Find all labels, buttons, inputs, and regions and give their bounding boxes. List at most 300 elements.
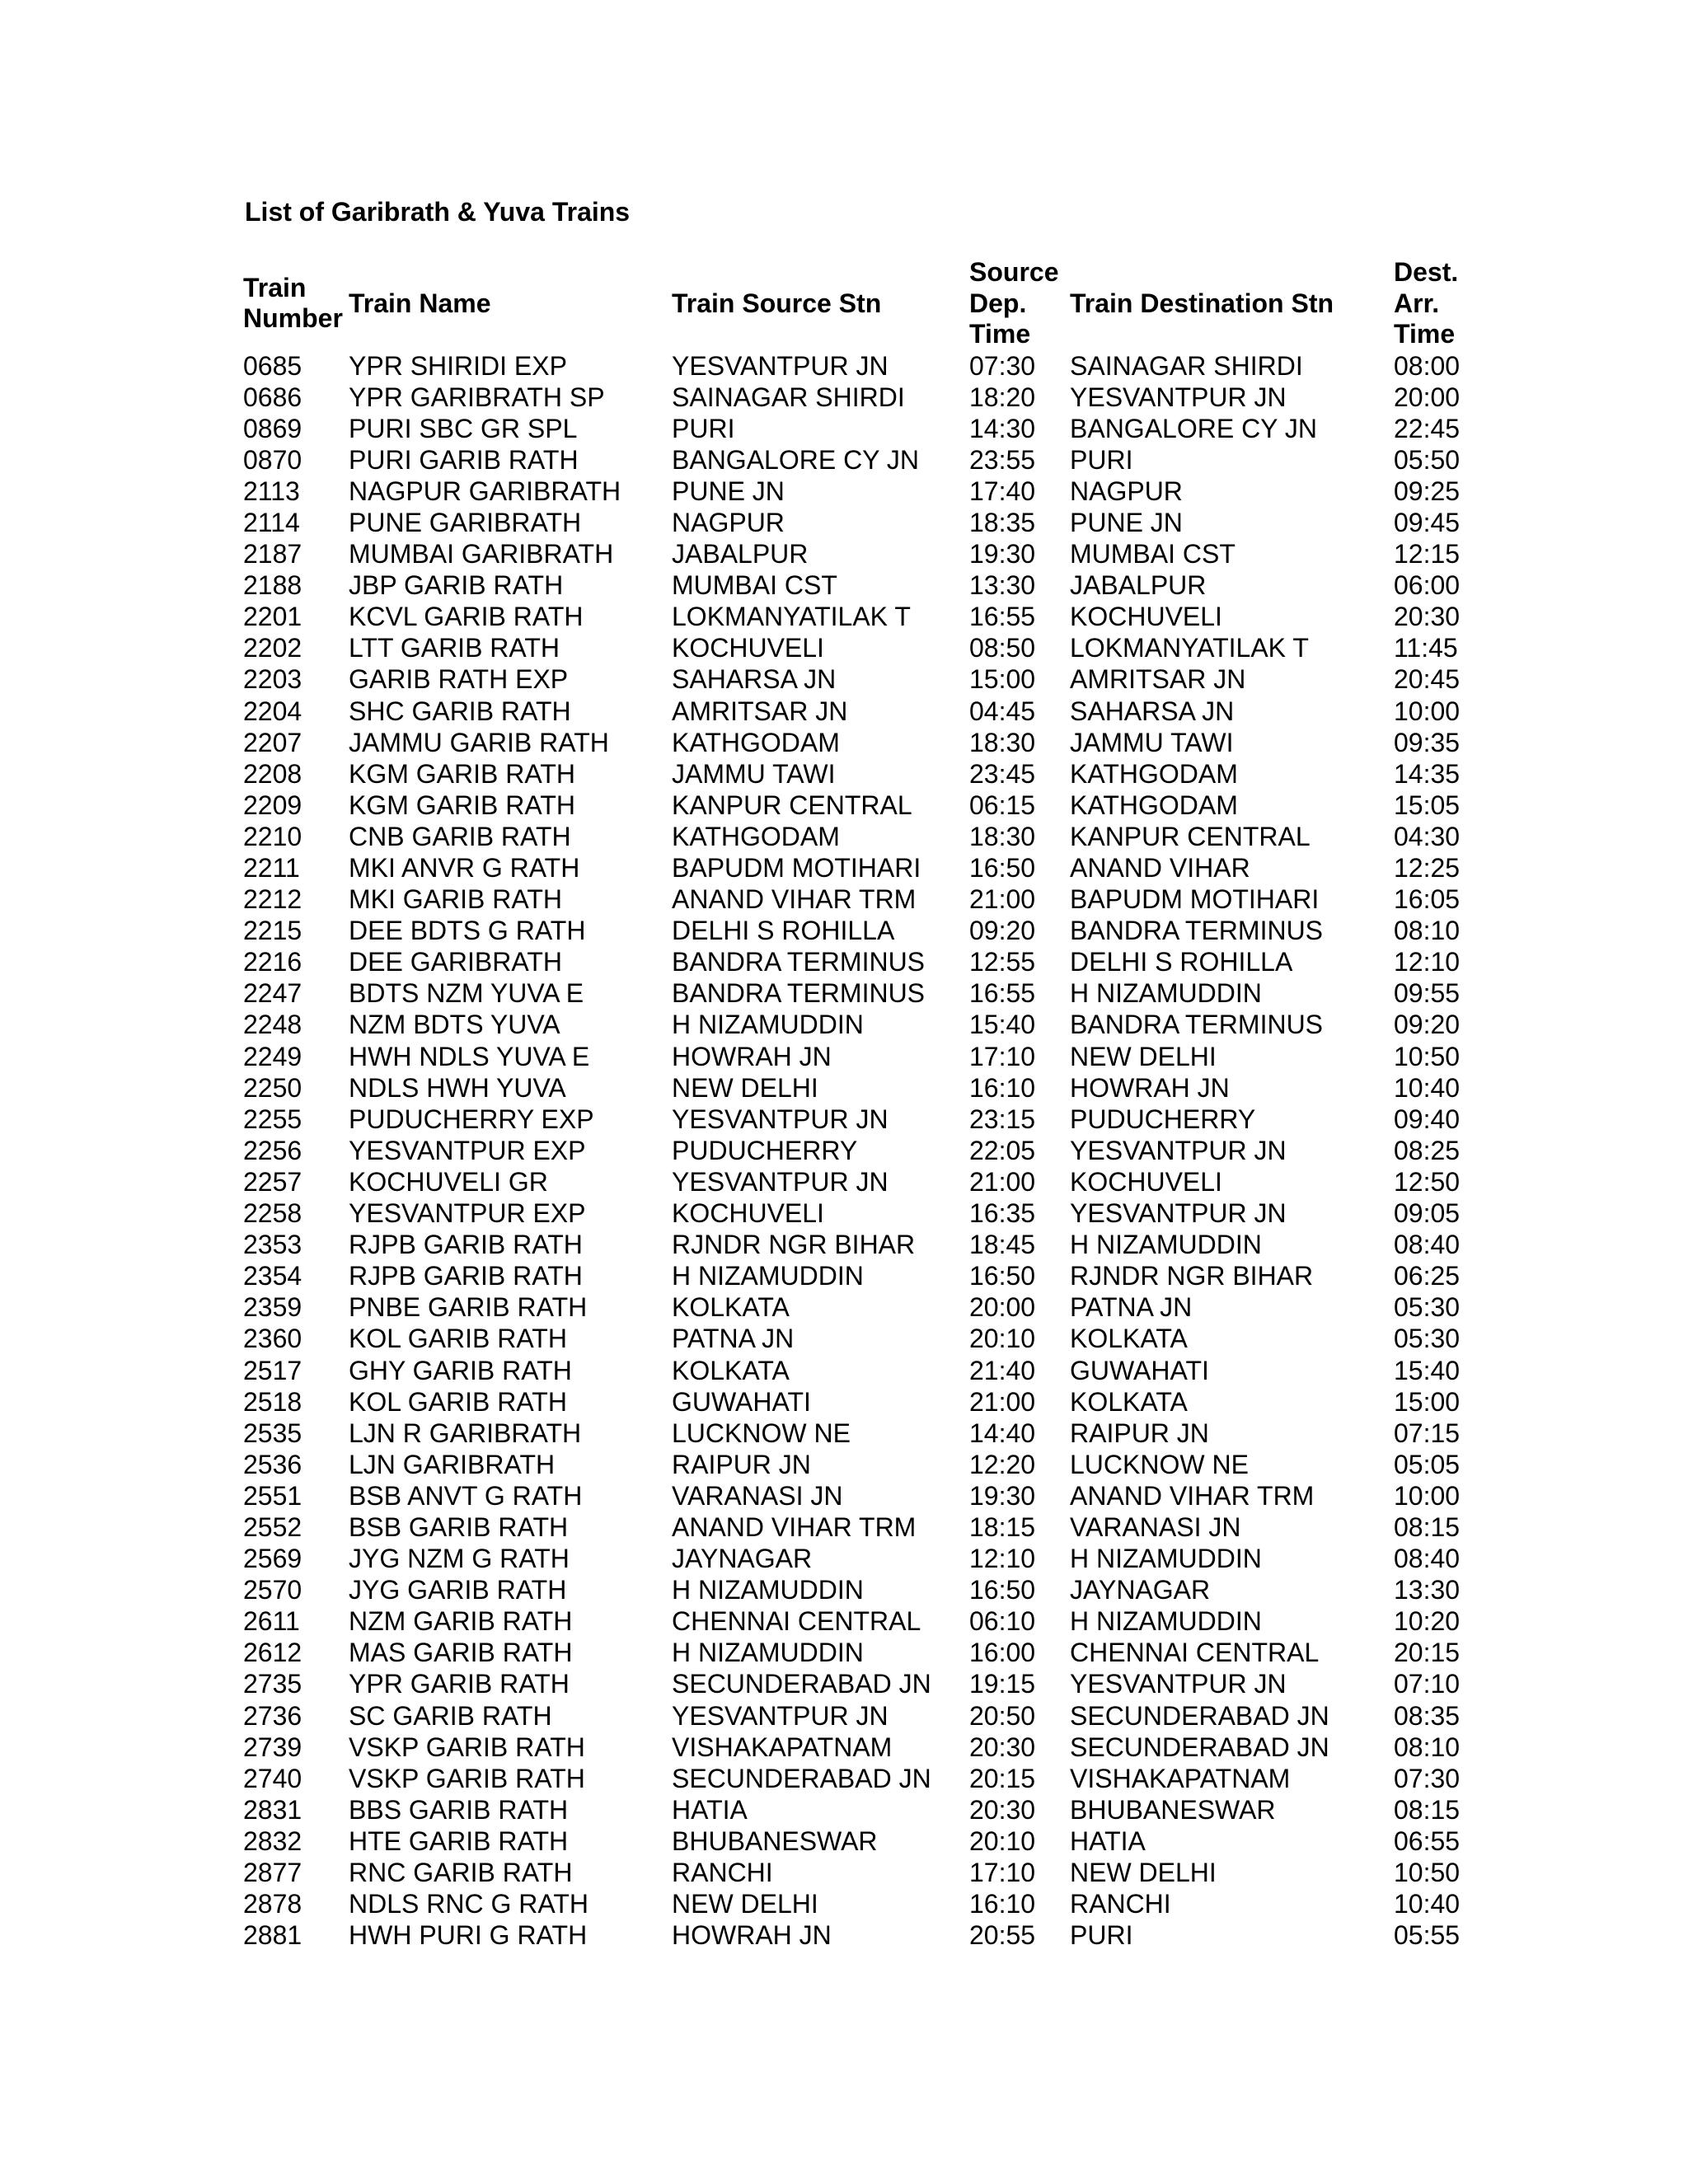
cell-source-stn: KOLKATA	[672, 1292, 790, 1323]
cell-train-number: 2536	[243, 1449, 302, 1479]
cell-destination-stn: KOLKATA	[1070, 1324, 1188, 1354]
cell-destination-stn: HATIA	[1070, 1825, 1146, 1856]
cell-dest-arr-time: 09:20	[1394, 1010, 1461, 1040]
header-dest-arr-time	[1394, 257, 1488, 350]
cell-train-number: 2250	[243, 1072, 302, 1103]
cell-train-name: BDTS NZM YUVA E	[349, 978, 584, 1009]
cell-dest-arr-time: 15:00	[1394, 1386, 1461, 1417]
header-source-dep-time	[969, 257, 1070, 350]
cell-train-number: 2570	[243, 1575, 302, 1605]
cell-train-number: 2256	[243, 1135, 302, 1165]
cell-destination-stn: RANCHI	[1070, 1889, 1171, 1919]
table-row	[243, 727, 1488, 758]
table-row	[243, 1543, 1488, 1574]
cell-train-number: 2247	[243, 978, 302, 1009]
cell-dest-arr-time: 08:40	[1394, 1230, 1461, 1260]
cell-source-stn: HOWRAH JN	[672, 1041, 832, 1071]
cell-train-name: MKI ANVR G RATH	[349, 853, 580, 883]
cell-dest-arr-time: 07:10	[1394, 1669, 1461, 1699]
cell-source-dep-time: 16:50	[969, 1575, 1036, 1605]
cell-dest-arr-time: 06:25	[1394, 1261, 1461, 1291]
cell-source-dep-time: 16:10	[969, 1889, 1036, 1919]
cell-dest-arr-time: 20:15	[1394, 1638, 1461, 1668]
cell-destination-stn: KANPUR CENTRAL	[1070, 821, 1311, 851]
cell-train-name: HWH NDLS YUVA E	[349, 1041, 590, 1071]
table-row	[243, 1763, 1488, 1794]
cell-train-name: YPR GARIBRATH SP	[349, 382, 605, 412]
cell-dest-arr-time: 09:05	[1394, 1198, 1461, 1229]
cell-source-stn: BANDRA TERMINUS	[672, 947, 926, 977]
cell-source-stn: SECUNDERABAD JN	[672, 1763, 931, 1793]
cell-destination-stn: RJNDR NGR BIHAR	[1070, 1261, 1314, 1291]
header-train-number	[243, 257, 349, 350]
cell-source-stn: PUNE JN	[672, 476, 785, 506]
cell-train-name: PURI GARIB RATH	[349, 444, 579, 475]
cell-train-number: 2114	[243, 507, 300, 537]
cell-source-stn: GUWAHATI	[672, 1386, 811, 1417]
table-row	[243, 632, 1488, 663]
cell-train-name: NAGPUR GARIBRATH	[349, 476, 621, 506]
table-row	[243, 1323, 1488, 1354]
cell-train-number: 2204	[243, 696, 302, 726]
cell-train-name: MAS GARIB RATH	[349, 1638, 573, 1668]
cell-train-number: 0869	[243, 413, 302, 443]
cell-destination-stn: HOWRAH JN	[1070, 1072, 1230, 1103]
cell-destination-stn: CHENNAI CENTRAL	[1070, 1638, 1320, 1668]
cell-dest-arr-time: 16:05	[1394, 884, 1461, 915]
cell-train-number: 2212	[243, 884, 302, 915]
cell-source-dep-time: 20:10	[969, 1825, 1036, 1856]
cell-source-dep-time: 21:00	[969, 1386, 1036, 1417]
cell-train-number: 2257	[243, 1166, 302, 1197]
cell-dest-arr-time: 10:50	[1394, 1858, 1461, 1887]
cell-train-number: 2201	[243, 602, 302, 632]
cell-train-number: 2535	[243, 1418, 302, 1448]
cell-train-name: KOL GARIB RATH	[349, 1386, 567, 1417]
cell-source-stn: YESVANTPUR JN	[672, 1166, 889, 1197]
cell-train-number: 2612	[243, 1638, 302, 1668]
cell-train-name: GHY GARIB RATH	[349, 1355, 572, 1385]
cell-train-number: 2255	[243, 1104, 302, 1134]
cell-dest-arr-time: 10:40	[1394, 1072, 1461, 1103]
cell-source-stn: PUDUCHERRY	[672, 1135, 858, 1165]
cell-train-number: 2518	[243, 1386, 302, 1417]
cell-dest-arr-time: 07:15	[1394, 1418, 1461, 1448]
cell-train-name: RJPB GARIB RATH	[349, 1261, 583, 1291]
cell-source-dep-time: 14:40	[969, 1418, 1036, 1448]
cell-train-name: DEE BDTS G RATH	[349, 916, 586, 946]
cell-source-dep-time: 06:10	[969, 1606, 1036, 1637]
table-row	[243, 1637, 1488, 1668]
table-row	[243, 852, 1488, 883]
cell-destination-stn: NAGPUR	[1070, 476, 1183, 506]
table-row	[243, 1605, 1488, 1637]
cell-dest-arr-time: 05:30	[1394, 1292, 1461, 1323]
cell-train-number: 2831	[243, 1794, 302, 1825]
cell-source-dep-time: 18:45	[969, 1230, 1036, 1260]
cell-source-dep-time: 06:15	[969, 790, 1036, 820]
table-row	[243, 1857, 1488, 1888]
cell-train-number: 2354	[243, 1261, 302, 1291]
cell-dest-arr-time: 12:25	[1394, 853, 1461, 883]
cell-source-dep-time: 20:30	[969, 1732, 1036, 1762]
cell-train-number: 2208	[243, 758, 302, 789]
cell-source-stn: NAGPUR	[672, 507, 785, 537]
cell-source-dep-time: 16:10	[969, 1072, 1036, 1103]
cell-destination-stn: YESVANTPUR JN	[1070, 1135, 1287, 1165]
table-row	[243, 1355, 1488, 1386]
cell-source-stn: NEW DELHI	[672, 1072, 818, 1103]
cell-destination-stn: PUNE JN	[1070, 507, 1183, 537]
table-row	[243, 507, 1488, 538]
cell-train-name: MKI GARIB RATH	[349, 884, 562, 915]
header-source-stn: Train Source Stn	[672, 288, 882, 318]
table-row	[243, 1072, 1488, 1104]
trains-table	[243, 257, 1488, 1951]
cell-dest-arr-time: 13:30	[1394, 1575, 1461, 1605]
cell-source-dep-time: 22:05	[969, 1135, 1036, 1165]
cell-train-name: KGM GARIB RATH	[349, 758, 575, 789]
header-line: Number	[243, 303, 343, 334]
table-row	[243, 977, 1488, 1009]
cell-source-stn: YESVANTPUR JN	[672, 1104, 889, 1134]
cell-dest-arr-time: 12:15	[1394, 539, 1461, 569]
table-row	[243, 1668, 1488, 1699]
cell-destination-stn: YESVANTPUR JN	[1070, 1669, 1287, 1699]
page-title: List of Garibrath & Yuva Trains	[245, 197, 631, 227]
cell-train-name: YESVANTPUR EXP	[349, 1198, 586, 1229]
cell-source-dep-time: 17:10	[969, 1041, 1036, 1071]
cell-source-dep-time: 23:55	[969, 444, 1036, 475]
header-line: Arr.	[1394, 288, 1440, 318]
cell-train-name: LJN R GARIBRATH	[349, 1418, 582, 1448]
cell-train-name: RNC GARIB RATH	[349, 1858, 573, 1887]
cell-dest-arr-time: 09:55	[1394, 978, 1461, 1009]
table-row	[243, 1480, 1488, 1511]
cell-dest-arr-time: 10:50	[1394, 1041, 1461, 1071]
table-row	[243, 444, 1488, 476]
cell-destination-stn: AMRITSAR JN	[1070, 664, 1246, 695]
table-row	[243, 1825, 1488, 1857]
cell-dest-arr-time: 05:55	[1394, 1920, 1461, 1951]
cell-source-stn: KATHGODAM	[672, 727, 840, 757]
cell-dest-arr-time: 14:35	[1394, 758, 1461, 789]
cell-train-number: 2359	[243, 1292, 302, 1323]
cell-source-dep-time: 09:20	[969, 916, 1036, 946]
table-body	[243, 350, 1488, 1952]
cell-dest-arr-time: 09:25	[1394, 476, 1461, 506]
cell-source-dep-time: 17:40	[969, 476, 1036, 506]
cell-destination-stn: LUCKNOW NE	[1070, 1449, 1249, 1479]
cell-source-dep-time: 19:30	[969, 539, 1036, 569]
cell-dest-arr-time: 06:55	[1394, 1825, 1461, 1856]
cell-source-dep-time: 20:15	[969, 1763, 1036, 1793]
cell-source-dep-time: 20:30	[969, 1794, 1036, 1825]
cell-source-stn: RANCHI	[672, 1858, 773, 1887]
cell-train-name: KCVL GARIB RATH	[349, 602, 584, 632]
table-row	[243, 1166, 1488, 1197]
table-row	[243, 1197, 1488, 1229]
cell-train-name: KGM GARIB RATH	[349, 790, 575, 820]
cell-destination-stn: H NIZAMUDDIN	[1070, 978, 1262, 1009]
cell-train-number: 2113	[243, 476, 300, 506]
cell-train-number: 2735	[243, 1669, 302, 1699]
cell-destination-stn: JAMMU TAWI	[1070, 727, 1234, 757]
cell-source-stn: BANGALORE CY JN	[672, 444, 919, 475]
cell-dest-arr-time: 08:15	[1394, 1511, 1461, 1542]
table-row	[243, 1888, 1488, 1919]
cell-source-stn: LUCKNOW NE	[672, 1418, 851, 1448]
cell-train-number: 2736	[243, 1700, 302, 1731]
cell-source-dep-time: 18:30	[969, 821, 1036, 851]
cell-source-dep-time: 16:55	[969, 978, 1036, 1009]
cell-dest-arr-time: 08:00	[1394, 350, 1461, 381]
table-header-row	[243, 257, 1488, 350]
cell-source-stn: NEW DELHI	[672, 1889, 818, 1919]
cell-source-stn: BAPUDM MOTIHARI	[672, 853, 921, 883]
cell-dest-arr-time: 10:00	[1394, 696, 1461, 726]
cell-source-dep-time: 12:10	[969, 1544, 1036, 1574]
cell-source-stn: H NIZAMUDDIN	[672, 1575, 864, 1605]
table-row	[243, 382, 1488, 413]
cell-train-number: 2611	[243, 1606, 300, 1637]
cell-destination-stn: H NIZAMUDDIN	[1070, 1544, 1262, 1574]
cell-train-name: MUMBAI GARIBRATH	[349, 539, 614, 569]
cell-source-stn: HOWRAH JN	[672, 1920, 832, 1951]
cell-source-stn: KOCHUVELI	[672, 1198, 824, 1229]
cell-dest-arr-time: 06:00	[1394, 570, 1461, 601]
cell-destination-stn: SAHARSA JN	[1070, 696, 1235, 726]
cell-train-name: KOL GARIB RATH	[349, 1324, 567, 1354]
table-row	[243, 1104, 1488, 1135]
table-row	[243, 350, 1488, 382]
cell-train-name: YPR GARIB RATH	[349, 1669, 570, 1699]
cell-source-stn: ANAND VIHAR TRM	[672, 1511, 917, 1542]
cell-destination-stn: PURI	[1070, 1920, 1133, 1951]
cell-destination-stn: BAPUDM MOTIHARI	[1070, 884, 1320, 915]
cell-source-stn: BHUBANESWAR	[672, 1825, 878, 1856]
cell-train-name: PUDUCHERRY EXP	[349, 1104, 594, 1134]
cell-dest-arr-time: 08:25	[1394, 1135, 1461, 1165]
cell-destination-stn: PURI	[1070, 444, 1133, 475]
cell-dest-arr-time: 12:50	[1394, 1166, 1461, 1197]
table-row	[243, 696, 1488, 727]
table-row	[243, 1041, 1488, 1072]
cell-source-stn: SECUNDERABAD JN	[672, 1669, 931, 1699]
cell-destination-stn: SAINAGAR SHIRDI	[1070, 350, 1303, 381]
cell-train-name: DEE GARIBRATH	[349, 947, 562, 977]
cell-train-number: 2203	[243, 664, 302, 695]
cell-dest-arr-time: 08:10	[1394, 1732, 1461, 1762]
cell-dest-arr-time: 20:30	[1394, 602, 1461, 632]
cell-dest-arr-time: 05:50	[1394, 444, 1461, 475]
cell-source-dep-time: 18:15	[969, 1511, 1036, 1542]
cell-source-dep-time: 23:15	[969, 1104, 1036, 1134]
cell-source-stn: H NIZAMUDDIN	[672, 1638, 864, 1668]
cell-source-stn: SAHARSA JN	[672, 664, 837, 695]
cell-train-name: JYG GARIB RATH	[349, 1575, 567, 1605]
table-row	[243, 1919, 1488, 1951]
cell-train-number: 2215	[243, 916, 302, 946]
table-row	[243, 663, 1488, 695]
cell-destination-stn: KOCHUVELI	[1070, 1166, 1222, 1197]
cell-train-number: 2353	[243, 1230, 302, 1260]
cell-source-stn: VARANASI JN	[672, 1480, 843, 1511]
cell-source-stn: YESVANTPUR JN	[672, 1700, 889, 1731]
cell-train-number: 2210	[243, 821, 302, 851]
cell-train-name: LJN GARIBRATH	[349, 1449, 556, 1479]
cell-destination-stn: BANGALORE CY JN	[1070, 413, 1317, 443]
cell-train-number: 2740	[243, 1763, 302, 1793]
cell-train-name: HWH PURI G RATH	[349, 1920, 588, 1951]
cell-train-name: BBS GARIB RATH	[349, 1794, 569, 1825]
cell-destination-stn: YESVANTPUR JN	[1070, 1198, 1287, 1229]
cell-source-dep-time: 19:30	[969, 1480, 1036, 1511]
table-row	[243, 1260, 1488, 1291]
cell-train-name: PURI SBC GR SPL	[349, 413, 578, 443]
cell-source-stn: HATIA	[672, 1794, 748, 1825]
cell-destination-stn: ANAND VIHAR	[1070, 853, 1250, 883]
table-row	[243, 1794, 1488, 1825]
cell-source-stn: KOCHUVELI	[672, 633, 824, 663]
cell-destination-stn: GUWAHATI	[1070, 1355, 1209, 1385]
cell-source-dep-time: 16:55	[969, 602, 1036, 632]
cell-train-name: VSKP GARIB RATH	[349, 1763, 585, 1793]
cell-dest-arr-time: 08:15	[1394, 1794, 1461, 1825]
table-row	[243, 790, 1488, 821]
cell-destination-stn: BANDRA TERMINUS	[1070, 1010, 1324, 1040]
cell-dest-arr-time: 20:45	[1394, 664, 1461, 695]
cell-train-number: 2248	[243, 1010, 302, 1040]
cell-source-stn: DELHI S ROHILLA	[672, 916, 895, 946]
cell-source-stn: H NIZAMUDDIN	[672, 1010, 864, 1040]
cell-source-stn: CHENNAI CENTRAL	[672, 1606, 921, 1637]
cell-source-stn: PURI	[672, 413, 735, 443]
table-row	[243, 1229, 1488, 1260]
cell-train-name: JAMMU GARIB RATH	[349, 727, 609, 757]
table-row	[243, 538, 1488, 569]
cell-source-dep-time: 20:00	[969, 1292, 1036, 1323]
cell-train-number: 2360	[243, 1324, 302, 1354]
cell-train-name: NDLS RNC G RATH	[349, 1889, 588, 1919]
table-row	[243, 569, 1488, 601]
cell-source-stn: YESVANTPUR JN	[672, 350, 889, 381]
cell-dest-arr-time: 09:35	[1394, 727, 1461, 757]
cell-dest-arr-time: 15:05	[1394, 790, 1461, 820]
cell-train-name: SHC GARIB RATH	[349, 696, 571, 726]
header-line: Dep.	[969, 288, 1027, 318]
header-line: Time	[1394, 319, 1456, 349]
cell-source-stn: JABALPUR	[672, 539, 809, 569]
cell-train-name: PNBE GARIB RATH	[349, 1292, 588, 1323]
cell-dest-arr-time: 12:10	[1394, 947, 1461, 977]
cell-source-dep-time: 21:40	[969, 1355, 1036, 1385]
cell-source-stn: KATHGODAM	[672, 821, 840, 851]
cell-train-number: 0870	[243, 444, 302, 475]
cell-train-name: SC GARIB RATH	[349, 1700, 552, 1731]
cell-train-number: 2209	[243, 790, 302, 820]
cell-train-number: 2569	[243, 1544, 302, 1574]
table-row	[243, 601, 1488, 632]
cell-source-stn: PATNA JN	[672, 1324, 795, 1354]
cell-source-dep-time: 15:40	[969, 1010, 1036, 1040]
table-row	[243, 1291, 1488, 1323]
cell-source-stn: RJNDR NGR BIHAR	[672, 1230, 916, 1260]
cell-destination-stn: ANAND VIHAR TRM	[1070, 1480, 1315, 1511]
cell-source-dep-time: 20:10	[969, 1324, 1036, 1354]
table-row	[243, 476, 1488, 507]
cell-destination-stn: LOKMANYATILAK T	[1070, 633, 1309, 663]
cell-train-name: NDLS HWH YUVA	[349, 1072, 566, 1103]
cell-destination-stn: JABALPUR	[1070, 570, 1207, 601]
cell-source-dep-time: 15:00	[969, 664, 1036, 695]
cell-train-name: BSB ANVT G RATH	[349, 1480, 583, 1511]
table-row	[243, 1700, 1488, 1732]
cell-source-dep-time: 16:35	[969, 1198, 1036, 1229]
cell-train-number: 2517	[243, 1355, 302, 1385]
cell-destination-stn: KOLKATA	[1070, 1386, 1188, 1417]
cell-source-stn: SAINAGAR SHIRDI	[672, 382, 905, 412]
cell-destination-stn: KOCHUVELI	[1070, 602, 1222, 632]
table-row	[243, 821, 1488, 852]
cell-source-dep-time: 14:30	[969, 413, 1036, 443]
cell-train-number: 0685	[243, 350, 302, 381]
cell-train-name: BSB GARIB RATH	[349, 1511, 569, 1542]
table-row	[243, 1574, 1488, 1605]
cell-train-name: VSKP GARIB RATH	[349, 1732, 585, 1762]
table-row	[243, 758, 1488, 790]
cell-train-number: 2211	[243, 853, 300, 883]
table-row	[243, 883, 1488, 915]
cell-dest-arr-time: 08:10	[1394, 916, 1461, 946]
cell-train-name: RJPB GARIB RATH	[349, 1230, 583, 1260]
cell-destination-stn: H NIZAMUDDIN	[1070, 1606, 1262, 1637]
cell-train-number: 2878	[243, 1889, 302, 1919]
table-row	[243, 1135, 1488, 1166]
cell-train-number: 2877	[243, 1858, 302, 1887]
cell-source-dep-time: 17:10	[969, 1858, 1036, 1887]
cell-train-number: 2881	[243, 1920, 302, 1951]
cell-source-dep-time: 08:50	[969, 633, 1036, 663]
cell-destination-stn: MUMBAI CST	[1070, 539, 1236, 569]
cell-source-stn: MUMBAI CST	[672, 570, 837, 601]
cell-source-stn: VISHAKAPATNAM	[672, 1732, 893, 1762]
cell-destination-stn: BANDRA TERMINUS	[1070, 916, 1324, 946]
cell-source-dep-time: 21:00	[969, 1166, 1036, 1197]
cell-destination-stn: YESVANTPUR JN	[1070, 382, 1287, 412]
cell-destination-stn: BHUBANESWAR	[1070, 1794, 1276, 1825]
cell-train-name: GARIB RATH EXP	[349, 664, 569, 695]
cell-destination-stn: NEW DELHI	[1070, 1858, 1217, 1887]
cell-dest-arr-time: 09:45	[1394, 507, 1461, 537]
cell-train-number: 2551	[243, 1480, 302, 1511]
cell-source-stn: LOKMANYATILAK T	[672, 602, 911, 632]
cell-train-name: JBP GARIB RATH	[349, 570, 564, 601]
header-destination-stn: Train Destination Stn	[1070, 288, 1334, 318]
cell-train-name: HTE GARIB RATH	[349, 1825, 569, 1856]
cell-train-name: YESVANTPUR EXP	[349, 1135, 586, 1165]
cell-source-dep-time: 13:30	[969, 570, 1036, 601]
cell-source-stn: JAMMU TAWI	[672, 758, 836, 789]
cell-destination-stn: VISHAKAPATNAM	[1070, 1763, 1291, 1793]
header-line: Dest.	[1394, 257, 1459, 287]
table-row	[243, 1511, 1488, 1543]
cell-destination-stn: KATHGODAM	[1070, 790, 1238, 820]
cell-dest-arr-time: 09:40	[1394, 1104, 1461, 1134]
cell-destination-stn: SECUNDERABAD JN	[1070, 1732, 1329, 1762]
header-line: Train	[243, 272, 307, 302]
cell-source-stn: ANAND VIHAR TRM	[672, 884, 917, 915]
